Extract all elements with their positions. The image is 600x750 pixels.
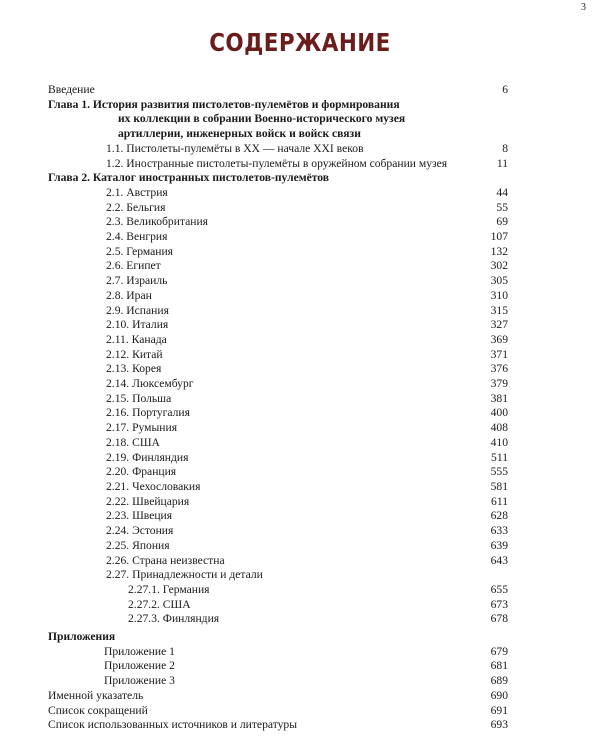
- chapter-1-title-line1: Глава 1. История развития пистолетов-пулемётов и формирования: [48, 97, 400, 111]
- toc-entry[interactable]: [48, 480, 508, 495]
- toc-entry-label: 2.5. Германия: [106, 244, 174, 258]
- toc-entry[interactable]: [48, 704, 508, 719]
- toc-entry-page: 315: [490, 303, 508, 317]
- toc-entry-page: 400: [490, 406, 508, 420]
- table-of-contents: [48, 83, 508, 733]
- toc-entry-label: 2.21. Чехословакия: [106, 479, 201, 493]
- toc-entry-label: 2.22. Швейцария: [106, 494, 190, 508]
- toc-entry-page: 410: [490, 435, 508, 449]
- toc-entry[interactable]: [48, 598, 508, 613]
- toc-entry-page: 690: [490, 688, 508, 702]
- chapter-2-subitems: [48, 583, 508, 627]
- toc-entry-label: 2.1. Австрия: [106, 185, 168, 199]
- toc-chapter-2[interactable]: [48, 171, 508, 186]
- toc-entry[interactable]: [48, 612, 508, 627]
- toc-entry-page: 302: [490, 259, 508, 273]
- toc-entry[interactable]: [48, 289, 508, 304]
- toc-entry-page: 55: [496, 200, 508, 214]
- toc-entry-label: 2.15. Польша: [106, 391, 172, 405]
- toc-entry[interactable]: [48, 645, 508, 660]
- toc-entry-page: 376: [490, 362, 508, 376]
- toc-entry-page: 379: [490, 377, 508, 391]
- toc-entry[interactable]: [48, 304, 508, 319]
- page-title: СОДЕРЖАНИЕ: [209, 28, 391, 57]
- toc-entry[interactable]: [48, 318, 508, 333]
- toc-entry-page: 639: [490, 538, 508, 552]
- toc-entry[interactable]: [48, 689, 508, 704]
- toc-entry[interactable]: [48, 230, 508, 245]
- toc-entry-label: 2.12. Китай: [106, 347, 163, 361]
- toc-entry-page: 381: [490, 391, 508, 405]
- toc-entry-page: 679: [490, 644, 508, 658]
- toc-entry-label: 2.25. Япония: [106, 538, 170, 552]
- toc-entry-label: 2.18. США: [106, 435, 160, 449]
- toc-entry-label: 2.13. Корея: [106, 362, 162, 376]
- toc-entry[interactable]: [48, 186, 508, 201]
- toc-entry-label: 2.24. Эстония: [106, 524, 174, 538]
- toc-entry-page: 581: [490, 479, 508, 493]
- toc-entry-label: 2.4. Венгрия: [106, 230, 168, 244]
- toc-entry-label: 2.6. Египет: [106, 259, 161, 273]
- toc-appendices[interactable]: [48, 630, 508, 645]
- toc-entry[interactable]: [48, 259, 508, 274]
- toc-entry-page: 310: [490, 288, 508, 302]
- toc-entry-page: 681: [490, 659, 508, 673]
- toc-entry-page: 628: [490, 509, 508, 523]
- toc-entry-label: 2.14. Люксембург: [106, 377, 194, 391]
- toc-entry-label: 1.2. Иностранные пистолеты-пулемёты в оружейном собрании музея: [106, 156, 448, 170]
- toc-entry[interactable]: [48, 524, 508, 539]
- toc-entry-page: 689: [490, 674, 508, 688]
- toc-entry-label: 2.16. Португалия: [106, 406, 190, 420]
- toc-entry-page: 693: [490, 718, 508, 732]
- toc-entry-page: 327: [490, 318, 508, 332]
- toc-entry[interactable]: [48, 142, 508, 157]
- chapter-1-title-line2: их коллекции в собрании Военно-исторического музея: [118, 112, 406, 126]
- toc-entry-label: Список использованных источников и литературы: [48, 718, 298, 732]
- toc-entry-label: 2.27.2. США: [128, 597, 191, 611]
- toc-entry-intro[interactable]: [48, 83, 508, 98]
- toc-entry[interactable]: [48, 274, 508, 289]
- toc-entry[interactable]: [48, 674, 508, 689]
- toc-entry[interactable]: [48, 215, 508, 230]
- toc-entry[interactable]: [48, 406, 508, 421]
- toc-entry-label: 2.23. Швеция: [106, 509, 173, 523]
- toc-entry[interactable]: [48, 333, 508, 348]
- toc-chapter-1[interactable]: [48, 98, 508, 142]
- toc-entry-label: Введение: [48, 83, 95, 96]
- page-number: 3: [581, 2, 586, 13]
- toc-entry-label: 2.9. Испания: [106, 303, 169, 317]
- toc-entry-page: 555: [490, 465, 508, 479]
- toc-entry-label: 2.26. Страна неизвестна: [106, 553, 225, 567]
- toc-entry-label: 2.3. Великобритания: [106, 215, 208, 229]
- toc-entry-page: 408: [490, 421, 508, 435]
- appendix-items: [48, 645, 508, 689]
- chapter-1-items: [48, 142, 508, 171]
- toc-entry-page: 44: [496, 185, 508, 199]
- toc-entry[interactable]: [48, 554, 508, 569]
- toc-entry[interactable]: [48, 451, 508, 466]
- toc-entry-page: 69: [496, 215, 508, 229]
- chapter-2-title: Глава 2. Каталог иностранных пистолетов-пулемётов: [48, 171, 330, 185]
- toc-entry-label: 2.7. Израиль: [106, 274, 168, 288]
- toc-entry-label: 2.10. Италия: [106, 318, 169, 332]
- toc-entry[interactable]: [48, 539, 508, 554]
- toc-entry-page: 655: [490, 582, 508, 596]
- toc-entry-page: 11: [496, 156, 508, 170]
- toc-entry-page: 6: [502, 83, 508, 96]
- toc-entry[interactable]: [48, 362, 508, 377]
- toc-entry[interactable]: [48, 509, 508, 524]
- toc-entry-label: Приложение 3: [104, 674, 175, 688]
- tail-items: [48, 689, 508, 733]
- toc-entry-label: 2.20. Франция: [106, 465, 177, 479]
- toc-entry[interactable]: [48, 245, 508, 260]
- toc-entry-page: 678: [490, 612, 508, 626]
- toc-entry-page: 369: [490, 332, 508, 346]
- toc-entry-label: 2.2. Бельгия: [106, 200, 166, 214]
- toc-entry-page: 643: [490, 553, 508, 567]
- toc-entry-page: 633: [490, 524, 508, 538]
- toc-entry-page: 8: [502, 141, 508, 155]
- toc-entry-label: 2.8. Иран: [106, 288, 152, 302]
- toc-entry-label: 2.27.3. Финляндия: [128, 612, 220, 626]
- toc-entry-page: 305: [490, 274, 508, 288]
- toc-entry[interactable]: [48, 421, 508, 436]
- toc-entry[interactable]: [48, 495, 508, 510]
- toc-entry-page: 371: [490, 347, 508, 361]
- toc-entry[interactable]: [48, 465, 508, 480]
- toc-entry-label: Именной указатель: [48, 688, 144, 702]
- toc-entry[interactable]: [48, 718, 508, 733]
- toc-entry[interactable]: [48, 157, 508, 172]
- toc-entry-label: Приложение 1: [104, 644, 175, 658]
- toc-entry-label: 2.27. Принадлежности и детали: [106, 568, 263, 582]
- chapter-1-title-line3: артиллерии, инженерных войск и войск связи: [118, 127, 361, 141]
- chapter-2-items: [48, 186, 508, 583]
- toc-entry[interactable]: [48, 201, 508, 216]
- toc-entry[interactable]: [48, 436, 508, 451]
- toc-entry-label: Список сокращений: [48, 703, 148, 717]
- toc-entry-page: 673: [490, 597, 508, 611]
- toc-entry-label: 2.27.1. Германия: [128, 582, 210, 596]
- appendices-title: Приложения: [48, 630, 116, 644]
- toc-entry-page: 511: [491, 450, 508, 464]
- toc-entry-label: 1.1. Пистолеты-пулемёты в XX — начале XXI веков: [106, 141, 364, 155]
- toc-entry[interactable]: [48, 348, 508, 363]
- toc-entry-label: Приложение 2: [104, 659, 175, 673]
- toc-entry[interactable]: [48, 568, 508, 583]
- toc-entry[interactable]: [48, 377, 508, 392]
- toc-entry[interactable]: [48, 659, 508, 674]
- toc-entry-page: 611: [491, 494, 508, 508]
- toc-entry[interactable]: [48, 583, 508, 598]
- toc-entry-label: 2.19. Финляндия: [106, 450, 189, 464]
- toc-entry-label: 2.11. Канада: [106, 332, 167, 346]
- toc-entry-label: 2.17. Румыния: [106, 421, 178, 435]
- toc-entry-page: 132: [490, 244, 508, 258]
- toc-entry-page: 107: [490, 230, 508, 244]
- toc-entry[interactable]: [48, 392, 508, 407]
- toc-entry-page: 691: [490, 703, 508, 717]
